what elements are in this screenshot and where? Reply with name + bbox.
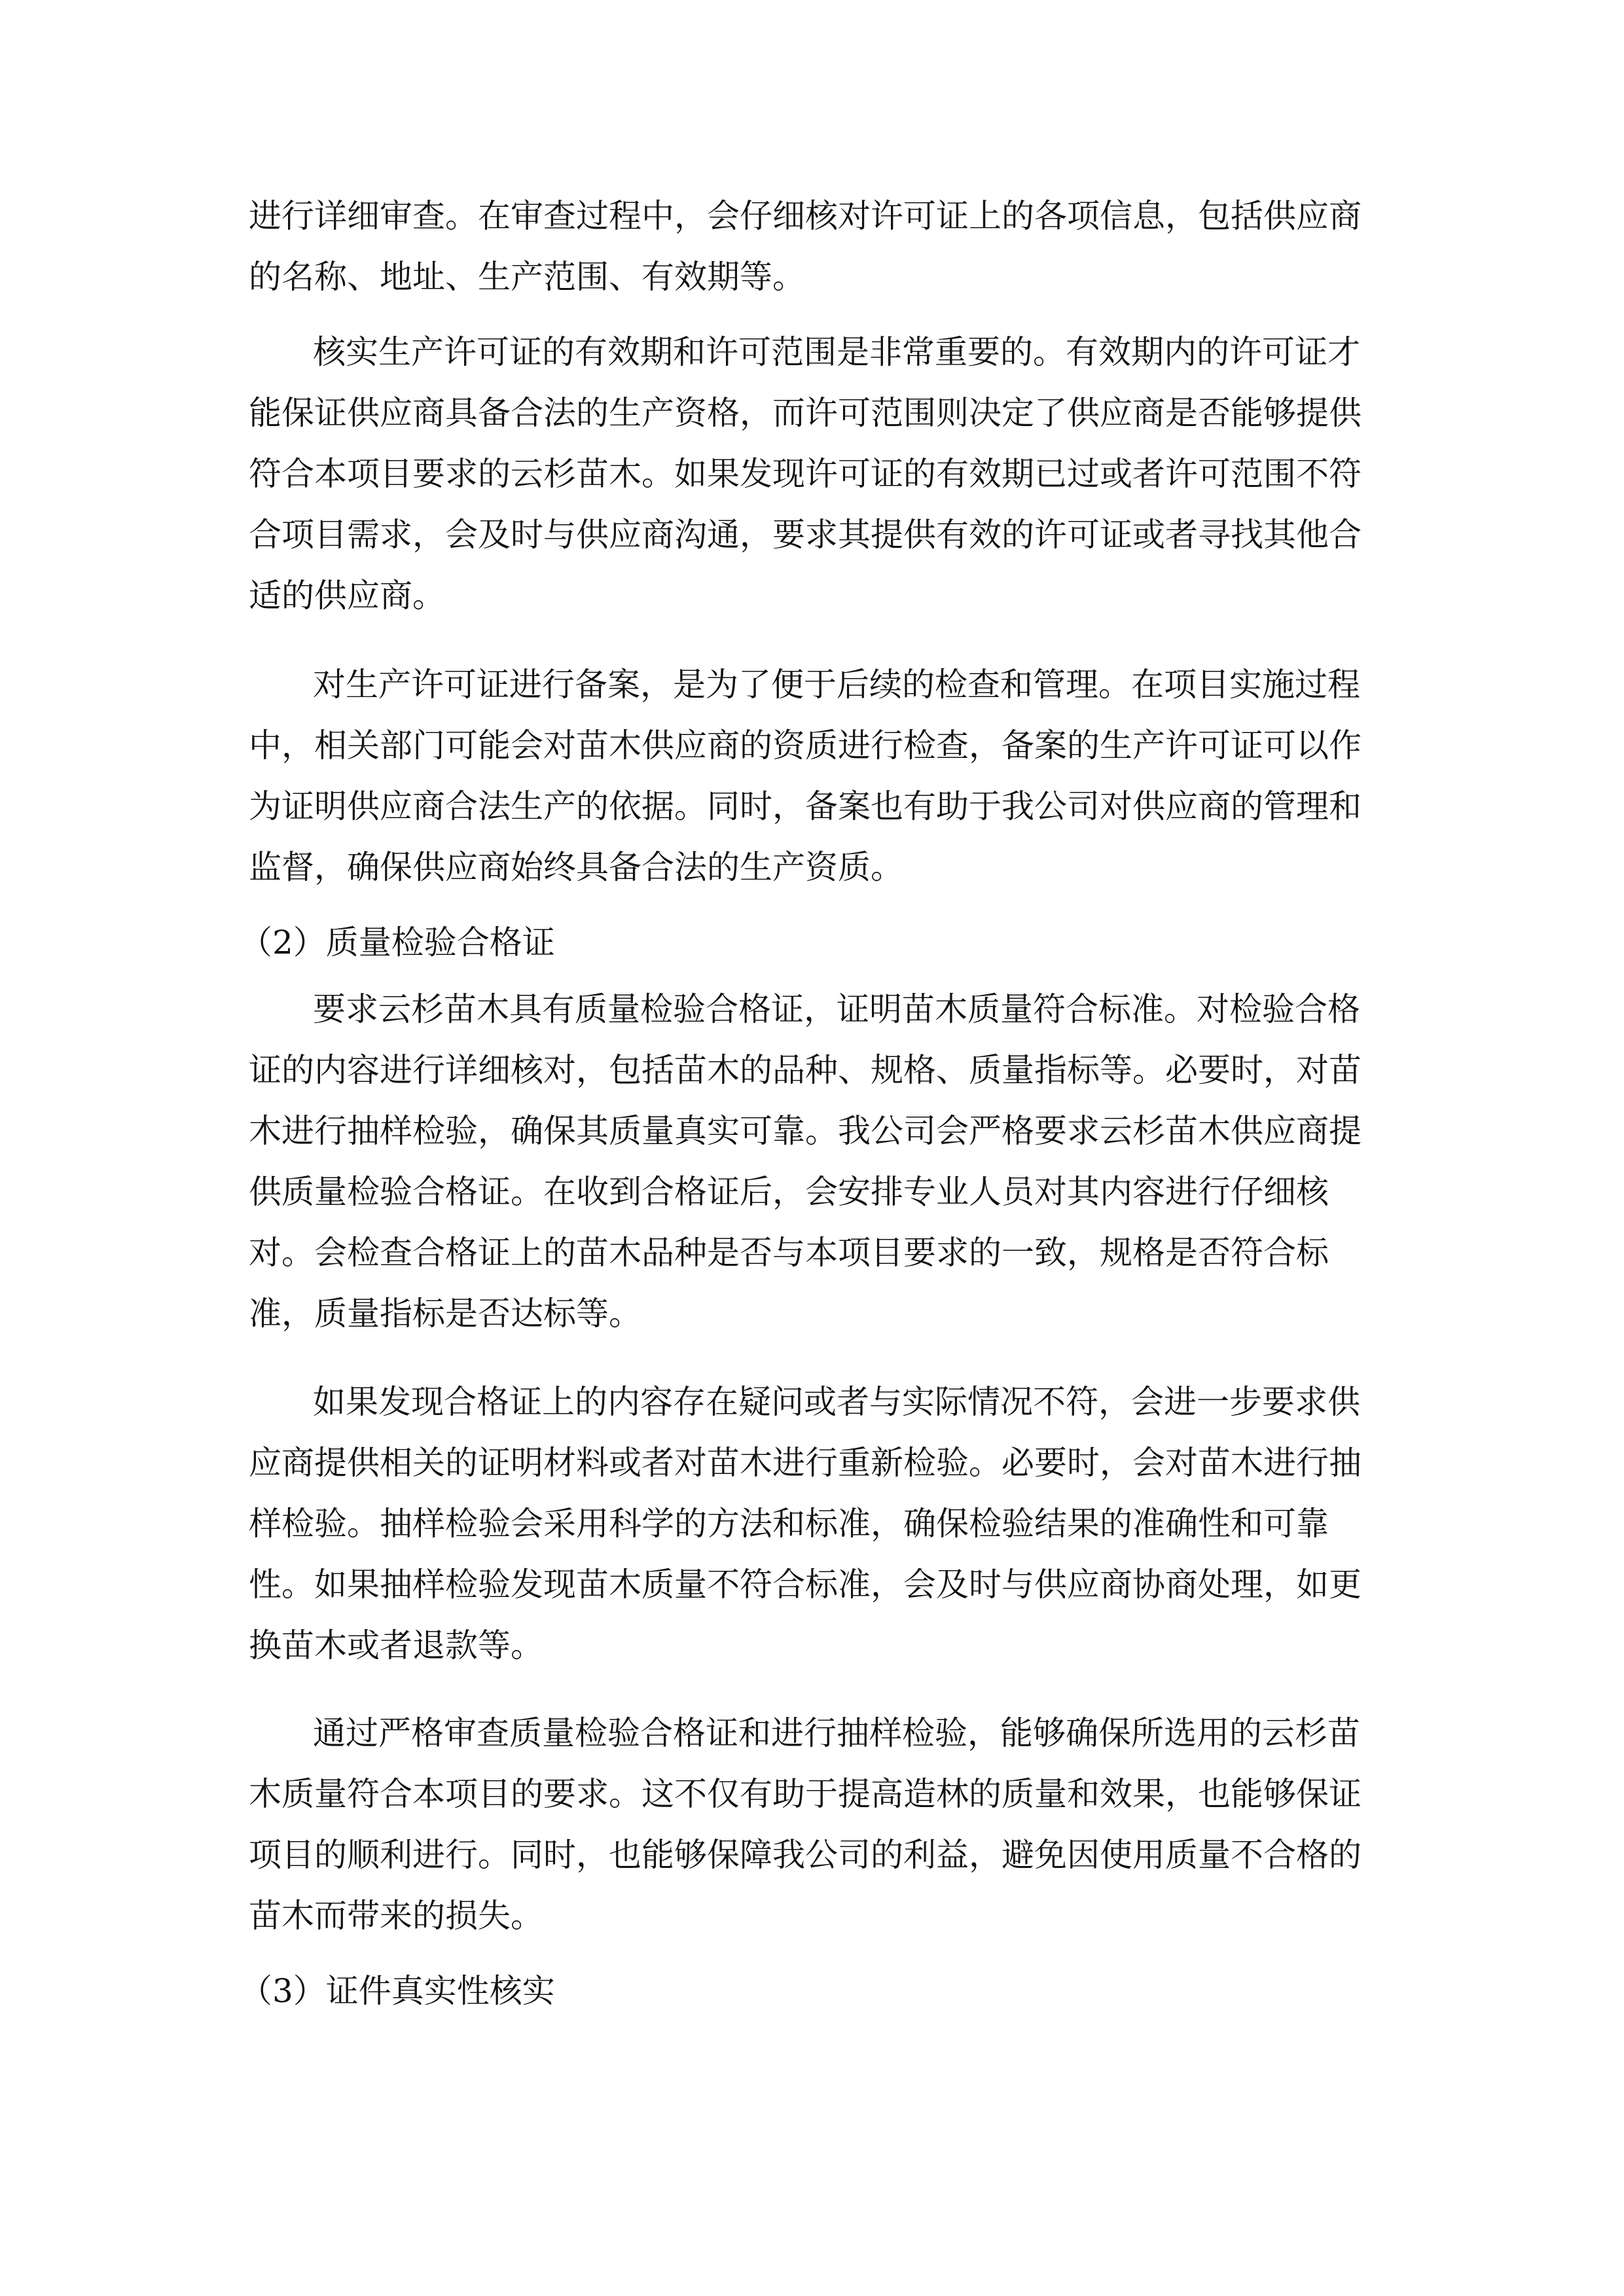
paragraph-line: 符合本项目要求的云杉苗木。如果发现许可证的有效期已过或者许可范围不符: [249, 455, 1362, 493]
paragraph-line: 为证明供应商合法生产的依据。同时，备案也有助于我公司对供应商的管理和: [249, 787, 1362, 825]
paragraph-line: 监督，确保供应商始终具备合法的生产资质。: [249, 848, 903, 886]
paragraph-line: 样检验。抽样检验会采用科学的方法和标准，确保检验结果的准确性和可靠: [249, 1505, 1329, 1543]
paragraph-line: 的名称、地址、生产范围、有效期等。: [249, 258, 805, 296]
paragraph-line: 换苗木或者退款等。: [249, 1626, 543, 1664]
section-heading: （2）质量检验合格证: [240, 924, 555, 961]
paragraph-line: 核实生产许可证的有效期和许可范围是非常重要的。有效期内的许可证才: [313, 333, 1360, 371]
paragraph-line: 合项目需求，会及时与供应商沟通，要求其提供有效的许可证或者寻找其他合: [249, 516, 1362, 554]
paragraph-line: 中，相关部门可能会对苗木供应商的资质进行检查，备案的生产许可证可以作: [249, 726, 1362, 764]
paragraph-line: 木质量符合本项目的要求。这不仅有助于提高造林的质量和效果，也能够保证: [249, 1775, 1362, 1813]
paragraph-line: 证的内容进行详细核对，包括苗木的品种、规格、质量指标等。必要时，对苗: [249, 1051, 1362, 1089]
paragraph-line: 供质量检验合格证。在收到合格证后，会安排专业人员对其内容进行仔细核: [249, 1173, 1329, 1211]
paragraph-line: 要求云杉苗木具有质量检验合格证，证明苗木质量符合标准。对检验合格: [313, 990, 1360, 1028]
paragraph-line: 对生产许可证进行备案，是为了便于后续的检查和管理。在项目实施过程: [313, 666, 1360, 704]
paragraph-line: 进行详细审查。在审查过程中，会仔细核对许可证上的各项信息，包括供应商: [249, 197, 1362, 235]
paragraph-line: 能保证供应商具备合法的生产资格，而许可范围则决定了供应商是否能够提供: [249, 394, 1362, 432]
paragraph-line: 木进行抽样检验，确保其质量真实可靠。我公司会严格要求云杉苗木供应商提: [249, 1112, 1362, 1150]
paragraph-line: 如果发现合格证上的内容存在疑问或者与实际情况不符，会进一步要求供: [313, 1383, 1360, 1421]
paragraph-line: 项目的顺利进行。同时，也能够保障我公司的利益，避免因使用质量不合格的: [249, 1836, 1362, 1874]
paragraph-line: 应商提供相关的证明材料或者对苗木进行重新检验。必要时，会对苗木进行抽: [249, 1444, 1362, 1482]
paragraph-line: 准，质量指标是否达标等。: [249, 1295, 641, 1333]
paragraph-line: 对。会检查合格证上的苗木品种是否与本项目要求的一致，规格是否符合标: [249, 1234, 1329, 1272]
paragraph-line: 适的供应商。: [249, 577, 445, 615]
paragraph-line: 通过严格审查质量检验合格证和进行抽样检验，能够确保所选用的云杉苗: [313, 1714, 1360, 1752]
paragraph-line: 性。如果抽样检验发现苗木质量不符合标准，会及时与供应商协商处理，如更: [249, 1566, 1362, 1604]
section-heading: （3）证件真实性核实: [240, 1972, 555, 2010]
paragraph-line: 苗木而带来的损失。: [249, 1897, 543, 1935]
